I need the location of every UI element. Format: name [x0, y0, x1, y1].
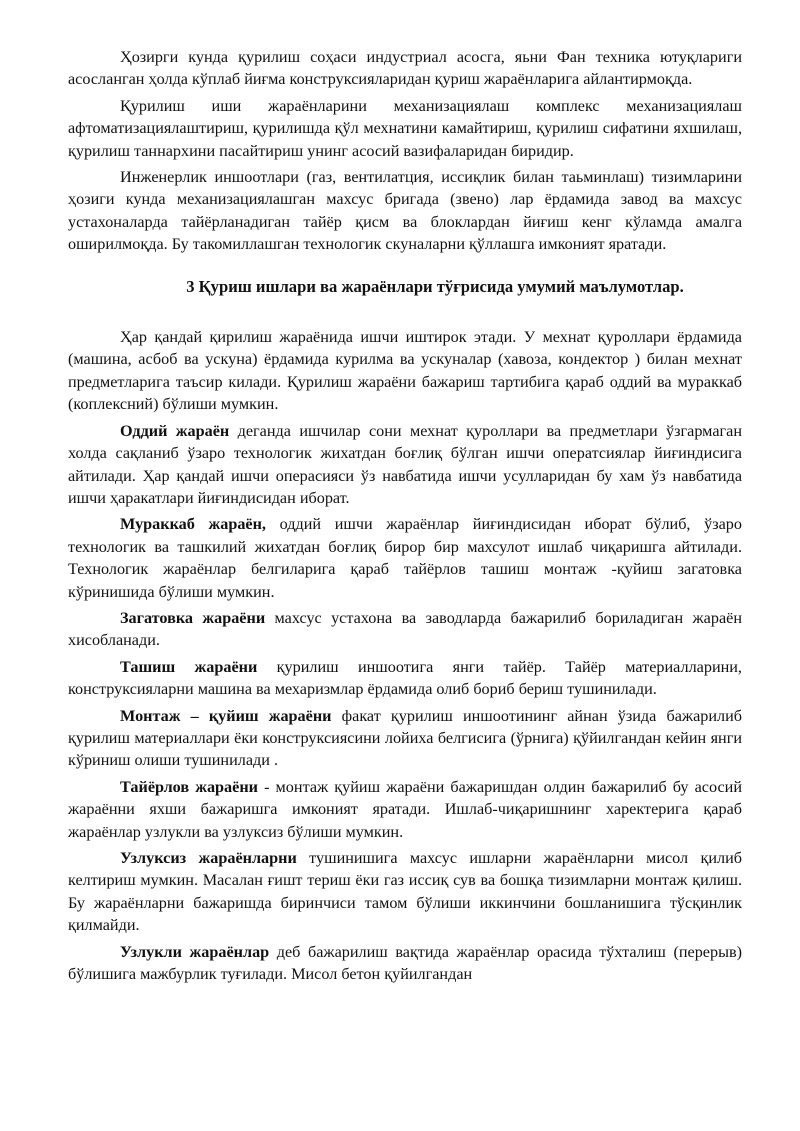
paragraph-discontinuous-process	[68, 941, 742, 986]
term-simple-process: Оддий жараён	[120, 421, 230, 440]
section-heading: 3 Қуриш ишлари ва жараёнлари тўғрисида умумий маълумотлар.	[186, 276, 684, 296]
paragraph-intro: Ҳозирги кунда қурилиш соҳаси индустриал асосга, яьни Фан техника ютуқлариги асосланган ҳолда кўплаб йиғма конструксияларидан қуриш жараёнларига айлантирмоқда.	[68, 48, 742, 89]
term-discontinuous-process: Узлукли жараёнлар	[120, 942, 270, 961]
paragraph-blank-process	[68, 607, 742, 652]
paragraph-mounting-process	[68, 705, 742, 772]
paragraph-process-general: Ҳар қандай қирилиш жараёнида ишчи иштирок этади. У мехнат қуроллари ёрдамида (машина, асбоб ва ускуна) ёрдамида курилма ва ускуналар (хавоза, кондектор ) билан мехнат предметларига таъсир килади. Қурилиш жараёни бажариш тартибига қараб оддий ва мураккаб (коплексний) бўлиши мумкин.	[68, 328, 742, 414]
text-preparation-process: - монтаж қуйиш жараёни бажаришдан олдин бажарилиб бу асосий жараённи яхши бажаришга имконият яратади. Ишлаб-чиқаришнинг харектерига қараб жараёнлар узлукли ва узлуксиз бўлиши мумкин.	[68, 777, 742, 841]
paragraph-simple-process	[68, 420, 742, 510]
paragraph-preparation-process	[68, 776, 742, 843]
paragraph-engineering: Инженерлик иншоотлари (газ, вентилатция, иссиқлик билан таьминлаш) тизимларини ҳозиги кунда механизациялашган махсус бригада (звено) лар ёрдамида завод ва махсус устахоналарда тайёрланадиган тайёр қисм ва блоклардан йиғиш кенг кўламда амалга оширилмоқда. Бу такомиллашган технологик скуналарни қўллашга имконият яратади.	[68, 168, 742, 254]
term-continuous-process: Узлуксиз жараёнларни	[120, 849, 297, 867]
text-mounting-process: факат қурилиш иншоотининг айнан ўзида бажарилиб қурилиш материаллари ёки конструксиясини лойиха белгисига (ўрнига) қўйилгандан кейин янги кўриниш олиши тушинилади .	[68, 706, 742, 770]
document-page	[68, 46, 742, 989]
term-transport-process: Ташиш жараёни	[120, 657, 258, 676]
term-preparation-process: Тайёрлов жараёни	[120, 777, 258, 796]
text-simple-process: деганда ишчилар сони мехнат қуроллари ва предметлари ўзгармаган холда сақланиб ўзаро технологик жихатдан боғлиқ бўлган ишчи оператсиялар йиғиндисига айтилади. Ҳар қандай ишчи операсияси ўз навбатида ишчи усулларидан бу хам ўз навбатида ишчи ҳаракатлари йиғиндисидан иборат.	[68, 421, 742, 507]
paragraph-transport-process	[68, 656, 742, 701]
paragraph-complex-process	[68, 513, 742, 603]
text-blank-process: махсус устахона ва заводларда бажарилиб бориладиган жараён хисобланади.	[68, 608, 742, 650]
text-continuous-process: тушинишига махсус ишларни жараёнларни мисол қилиб келтириш мумкин. Масалан ғишт териш ёки газ иссиқ сув ва бошқа тизимларни монтаж қилиш. Бу жараёнларни бажаришда биринчиси тамом бўлиши иккинчини бошланишига тўсқинлик қилмайди.	[68, 849, 742, 935]
text-complex-process: оддий ишчи жараёнлар йиғиндисидан иборат бўлиб, ўзаро технологик ва ташкилий жихатдан боғлиқ бирор бир махсулот ишлаб чиқаришга айтилади. Технологик жараёнлар белгиларига қараб тайёрлов ташиш монтаж -қуйиш загатовка кўринишида бўлиши мумкин.	[68, 515, 742, 601]
text-discontinuous-process: деб бажарилиш вақтида жараёнлар орасида тўхталиш (перерыв) бўлишига мажбурлик туғилади. Мисол бетон қуйилгандан	[68, 942, 742, 984]
term-complex-process: Мураккаб жараён,	[120, 515, 266, 534]
term-mounting-process: Монтаж – қуйиш жараёни	[120, 706, 332, 725]
paragraph-continuous-process	[68, 847, 742, 937]
text-transport-process: қурилиш иншоотига янги тайёр. Тайёр материалларини, конструксияларни машина ва мехаризмлар ёрдамида олиб бориб бериш тушинилади.	[68, 657, 742, 699]
paragraph-mechanization: Қурилиш иши жараёнларини механизациялаш комплекс механизациялаш афтоматизациялаштириш, қурилишда қўл мехнатини камайтириш, қурилиш сифатини яхшилаш, қурилиш таннархини пасайтириш унинг асосий вазифаларидан биридир.	[68, 96, 742, 160]
term-blank-process: Загатовка жараёни	[120, 608, 266, 627]
